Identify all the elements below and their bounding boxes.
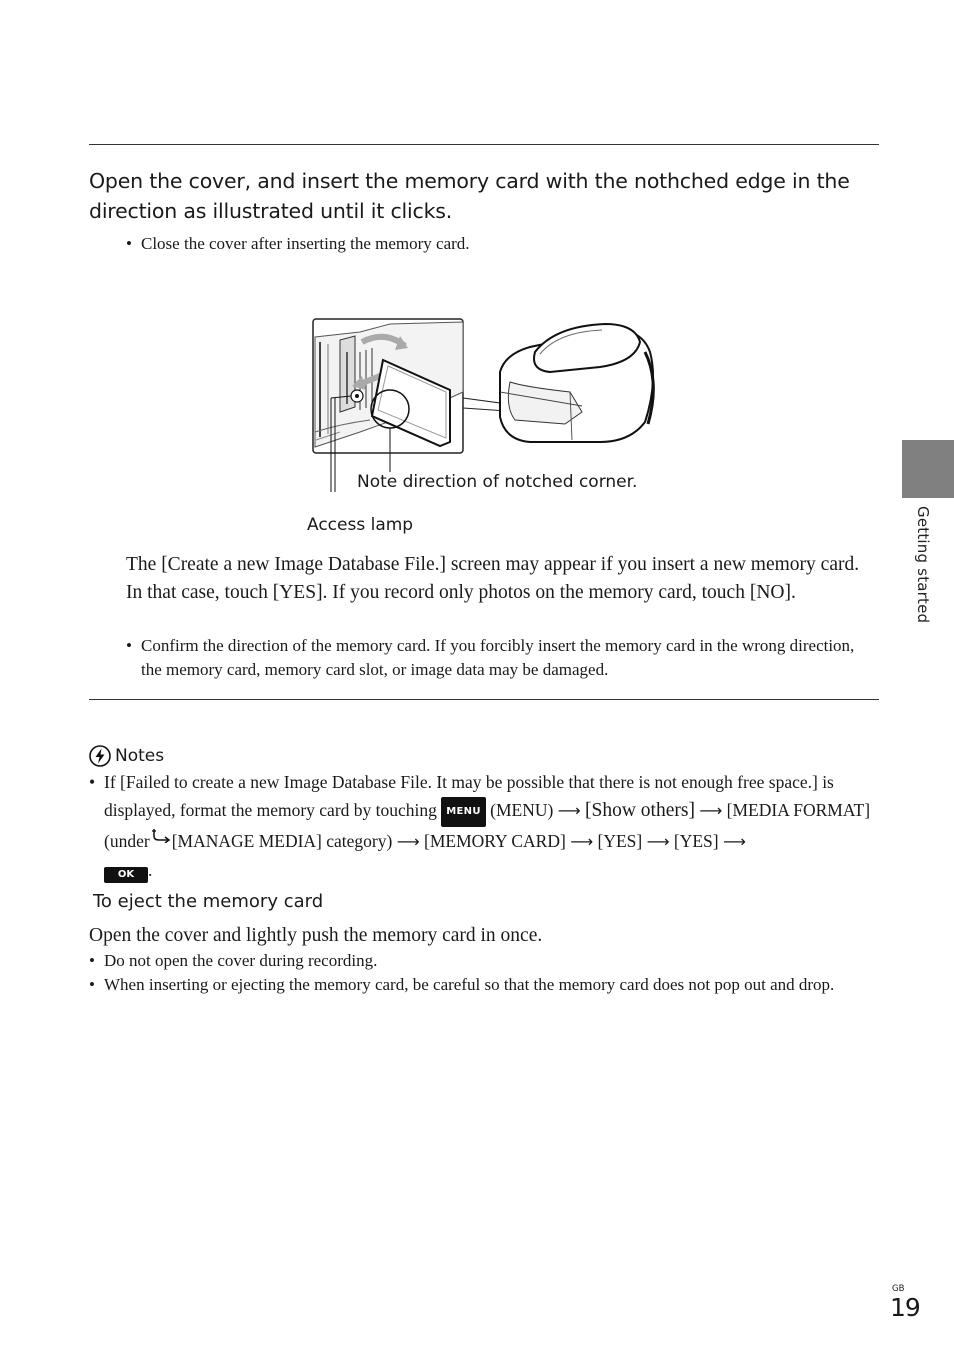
note-text: If [Failed to create a new Image Database File. It may be possible that there is not enough free space.] is displayed, format the memory card by touching MENU (MENU) ⟶ [Show others] ⟶ [MEDIA FORMAT] (under [MANAGE MEDIA] category) ⟶ [MEMORY CARD] ⟶ [YES] ⟶ [YES] ⟶ OK . <box>89 768 874 884</box>
arrow-right-icon: ⟶ <box>646 832 670 851</box>
bullet-text: Do not open the cover during recording. <box>104 951 378 970</box>
section-tab-label: Getting started <box>914 506 932 624</box>
bullet-text: Confirm the direction of the memory card. If you forcibly insert the memory card in the wrong direction, the memory card, memory card slot, or image data may be damaged. <box>141 636 855 679</box>
step-paragraph: The [Create a new Image Database File.] screen may appear if you insert a new memory card. In that case, touch [YES]. If you record only photos on the memory card, touch [NO]. <box>126 554 860 603</box>
list-item: • Close the cover after inserting the memory card. <box>126 232 866 256</box>
bullet-text: Close the cover after inserting the memory card. <box>141 234 470 253</box>
manage-media-icon <box>150 827 172 843</box>
ok-button: OK <box>104 867 148 883</box>
bullet-text: When inserting or ejecting the memory card, be careful so that the memory card does not pop out and drop. <box>104 975 835 994</box>
list-item: • If [Failed to create a new Image Database File. It may be possible that there is not enough free space.] is displayed, format the memory card by touching MENU (MENU) ⟶ [Show others] ⟶ [MEDIA FORMAT] (under [MANAGE MEDIA] category) ⟶ [MEMORY CARD] ⟶ [YES] ⟶ [YES] ⟶ OK . <box>89 768 874 884</box>
list-item: • Do not open the cover during recording. <box>89 949 864 973</box>
top-divider <box>89 144 879 145</box>
section-tab <box>902 440 954 498</box>
list-item: • Confirm the direction of the memory card. If you forcibly insert the memory card in the wrong direction, the memory card, memory card slot, or image data may be damaged. <box>126 634 866 682</box>
arrow-right-icon: ⟶ <box>699 801 723 820</box>
arrow-right-icon: ⟶ <box>557 801 581 820</box>
access-lamp-label: Access lamp <box>307 515 414 535</box>
notched-corner-label: Note direction of notched corner. <box>357 472 638 492</box>
list-item: • When inserting or ejecting the memory card, be careful so that the memory card does not pop out and drop. <box>89 973 864 997</box>
notes-header <box>89 744 164 768</box>
section-divider <box>89 699 879 700</box>
caution-icon <box>89 745 111 767</box>
memory-card-insertion-illustration <box>300 312 670 492</box>
menu-button: MENU <box>441 797 485 827</box>
arrow-right-icon: ⟶ <box>723 832 746 851</box>
page-number: 19 <box>890 1293 920 1322</box>
region-code: GB <box>892 1284 905 1294</box>
notes-title: Notes <box>115 746 165 766</box>
eject-title: To eject the memory card <box>93 891 324 912</box>
step-heading: Open the cover, and insert the memory card with the nothched edge in the direction as illustrated until it clicks. <box>89 169 850 223</box>
arrow-right-icon: ⟶ <box>570 832 594 851</box>
arrow-right-icon: ⟶ <box>396 832 420 851</box>
eject-paragraph: Open the cover and lightly push the memory card in once. <box>89 925 543 946</box>
